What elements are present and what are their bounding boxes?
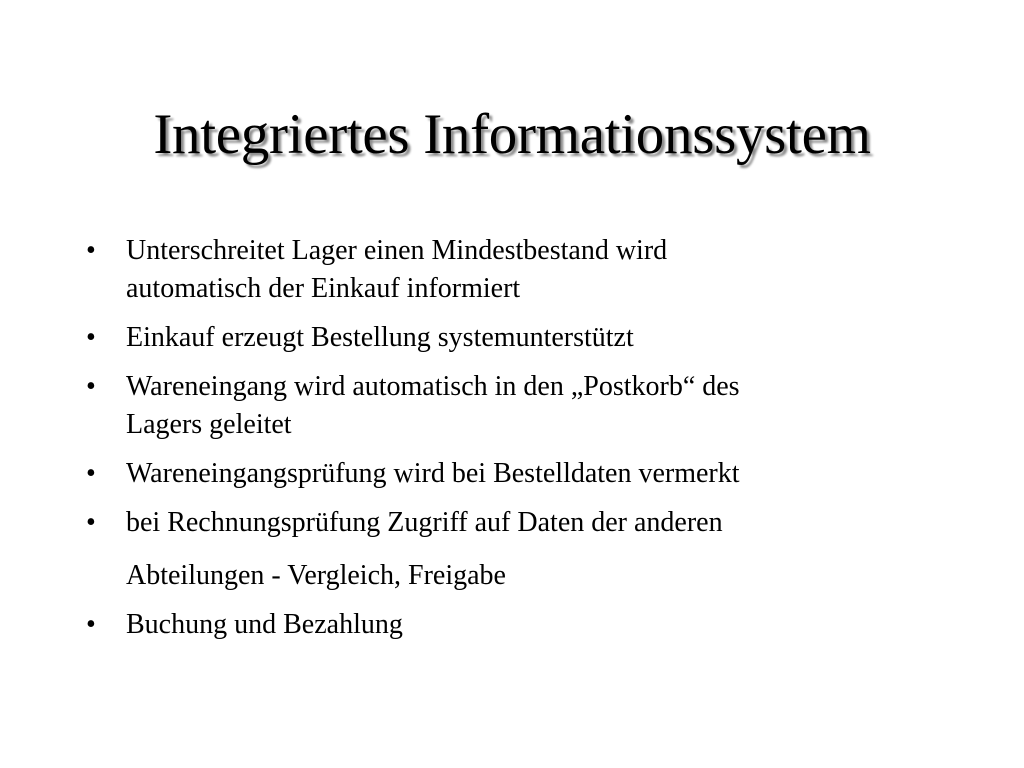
bullet-item: [86, 455, 916, 493]
bullet-icon: •: [86, 609, 96, 640]
bullet-item: [86, 232, 916, 308]
bullet-item: [86, 606, 916, 644]
bullet-icon: •: [86, 371, 96, 402]
bullet-item: [86, 319, 916, 357]
bullet-icon: •: [86, 458, 96, 489]
bullet-text: Buchung und Bezahlung: [126, 609, 403, 640]
bullet-text: bei Rechnungsprüfung Zugriff auf Daten der anderen: [126, 507, 723, 538]
bullet-text: Wareneingangsprüfung wird bei Bestelldaten vermerkt: [126, 458, 740, 489]
bullet-text: automatisch der Einkauf informiert: [126, 273, 521, 304]
bullet-icon: •: [86, 507, 96, 538]
bullet-item: [86, 368, 916, 444]
bullet-item: [86, 504, 916, 595]
bullet-text: Lagers geleitet: [126, 409, 292, 440]
bullet-icon: •: [86, 322, 96, 353]
slide-title: Integriertes Informationssystem: [153, 103, 871, 166]
bullet-icon: •: [86, 235, 96, 266]
bullet-text: Unterschreitet Lager einen Mindestbestand wird: [126, 235, 668, 266]
bullet-list: [86, 232, 916, 655]
bullet-text: Einkauf erzeugt Bestellung systemunterstützt: [126, 322, 634, 353]
bullet-text: Wareneingang wird automatisch in den „Postkorb“ des: [126, 371, 740, 402]
bullet-text: Abteilungen - Vergleich, Freigabe: [126, 560, 506, 591]
